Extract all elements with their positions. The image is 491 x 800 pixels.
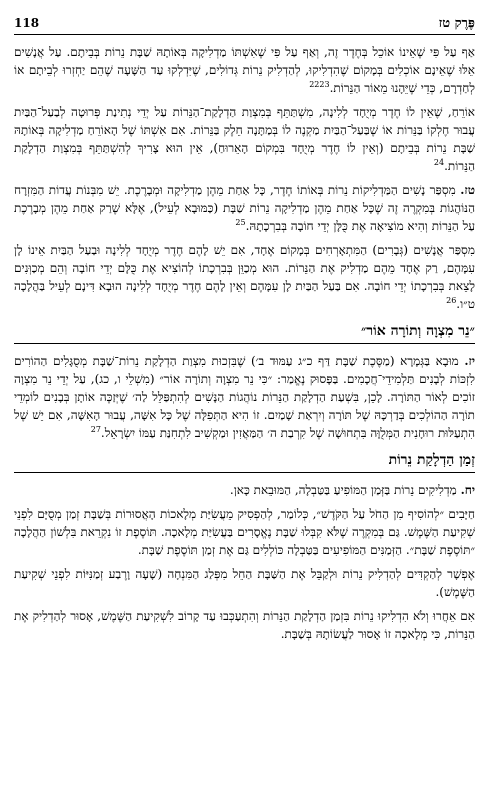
paragraph-text: אֶפְשָׁר לְהַקְדִּים לְהַדְלִיק נֵרוֹת וּלְקַבֵּל אֶת הַשַּׁבָּת הַחֵל מִפְּלַג הַמִּנְחָה (שָׁעָה וָרֶבַע זְמַנִּיּוֹת לִפְנֵי שְׁקִיעַת הַשֶּׁמֶשׁ). bbox=[14, 567, 475, 599]
paragraph bbox=[14, 505, 475, 559]
section-ner-mitzvah-paragraphs bbox=[14, 352, 475, 442]
paragraph bbox=[14, 43, 475, 97]
footnote-ref[interactable]: 26 bbox=[446, 296, 457, 305]
section-title-candle-time: זְמַן הַדְלָקַת נֵרוֹת bbox=[14, 452, 475, 473]
footnote-ref[interactable]: 27 bbox=[90, 425, 101, 434]
footnote-ref[interactable]: 24 bbox=[433, 158, 445, 167]
paragraph bbox=[14, 607, 475, 643]
paragraph-number: יח. bbox=[460, 483, 475, 497]
footnote-ref[interactable]: 25 bbox=[235, 218, 246, 227]
paragraph bbox=[14, 481, 475, 499]
footnote-ref[interactable]: 23 bbox=[319, 80, 330, 89]
footnote-ref[interactable]: 22 bbox=[309, 80, 320, 89]
paragraph bbox=[14, 181, 475, 235]
page-header bbox=[14, 12, 475, 35]
page-body bbox=[14, 43, 475, 643]
paragraph bbox=[14, 241, 475, 313]
section-candle-time-paragraphs bbox=[14, 481, 475, 643]
section-title-ner-mitzvah: ״נֵר מִצְוָה וְתוֹרָה אוֹר״ bbox=[14, 323, 475, 344]
chapter-title: פֶּרֶק טז bbox=[438, 16, 475, 31]
paragraph-text: חַיָּבִים ״לְהוֹסִיף מִן הַחֹל עַל הַקֹּדֶשׁ״, כְּלוֹמַר, לְהַפְסִיק מֵעֲשִׂיַּת מְלָאכוֹת הָאֲסוּרוֹת בְּשַׁבָּת זְמַן מְסֻיָּם לִפְנֵי שְׁקִיעַת הַשֶּׁמֶשׁ. גַּם בְּמִקְרֶה שֶׁלֹּא קִבְּלוּ שַׁבָּת נֶאֱסָרִים בַּעֲשִׂיַּת מְלָאכָה. תּוֹסֶפֶת זוֹ נִקְרֵאת בִּלְשׁוֹן הַהֲלָכָה ״תּוֹסֶפֶת שַׁבָּת״. הַזְּמַנִּים הַמּוֹפִיעִים בַּטַּבְלָה כּוֹלְלִים גַּם אֶת זְמַן תּוֹסֶפֶת שַׁבָּת. bbox=[14, 507, 475, 557]
page-number: 118 bbox=[14, 16, 40, 30]
paragraph-number: יז. bbox=[464, 354, 475, 368]
paragraph-text: מִסְפַּר אֲנָשִׁים (גְּבָרִים) הַמִּתְאָרְחִים בְּמָקוֹם אֶחָד, אִם יֵשׁ לָהֶם חֶדֶר מְיֻחָד לְלִינָה וּבַעַל הַבַּיִת אֵינוֹ לָן עִמָּהֶם, רַק אֶחָד מֵהֶם מַדְלִיק אֶת הַנֵּרוֹת. הוּא מְכַוֵּן בְּבִרְכָתוֹ לְהוֹצִיא אֶת כֻּלָּם יְדֵי חוֹבָה וְהֵם מְכַוְּנִים לָצֵאת בְּבִרְכָתוֹ יְדֵי חוֹבָה. אִם בַּעַל הַבַּיִת לָן עִמָּהֶם וְאֵין לָהֶם חֶדֶר מְיֻחָד לְלִינָה הוּבָא דִּינָם לְעֵיל בַּהֲלָכָה ט״ו. bbox=[14, 243, 475, 311]
paragraph-text: אַף עַל פִּי שֶׁאֵינוֹ אוֹכֵל בְּחֶדֶר זֶה, וְאַף עַל פִּי שֶׁאִשְׁתּוֹ מַדְלִיקָה בְּאוֹתָהּ שַׁבָּת נֵרוֹת בְּבֵיתָם. עַל אֲנָשִׁים אֵלּוּ שֶׁאֵינָם אוֹכְלִים בְּמָקוֹם שֶׁהִדְלִיקוּ, לְהַדְלִיק נֵרוֹת גְּדוֹלִים, שֶׁיִּדְלְקוּ עַד הַשָּׁעָה שֶׁהֵם יַחְזְרוּ לְבֵיתָם אוֹ לְחַדְרָם, כְּדֵי שֶׁיֵּהָנוּ מֵאוֹר הַנֵּרוֹת. bbox=[14, 45, 475, 95]
paragraph-number: טז. bbox=[460, 183, 476, 197]
paragraph bbox=[14, 103, 475, 175]
paragraph-text: אוֹרֵחַ, שֶׁאֵין לוֹ חֶדֶר מְיֻחָד לְלִינָה, מִשְׁתַּתֵּף בְּמִצְוַת הַדְלָקַת־הַנֵּרוֹת עַל יְדֵי נְתִינַת פְּרוּטָה לְבַעַל־הַבַּיִת עֲבוּר חֶלְקוֹ בַּנֵּרוֹת אוֹ שֶׁבַּעַל־הַבַּיִת מַקְנֶה לוֹ בְּמַתָּנָה חֵלֶק בַּנֵּרוֹת. אִם אִשְׁתּוֹ שֶׁל הָאוֹרֵחַ מַדְלִיקָה בְּאוֹתָהּ שַׁבָּת נֵרוֹת בְּבֵיתָם (וְאֵין לוֹ חֶדֶר מְיֻחָד בִּמְקוֹם הָאֵרוּחַ), אֵין הוּא צָרִיךְ לְהִשְׁתַּתֵּף בְּמִצְוַת הַדְלָקַת הַנֵּרוֹת. bbox=[14, 105, 475, 173]
paragraph-text: מִסְפַּר נָשִׁים הַמַּדְלִיקוֹת נֵרוֹת בְּאוֹתוֹ חֶדֶר, כָּל אַחַת מֵהֶן מַדְלִיקָה וּמְבָרֶכֶת. יֵשׁ מִבְּנוֹת עֲדוֹת הַמִּזְרָח הַנּוֹהֲגוֹת בְּמִקְרֶה זֶה שֶׁכָּל אַחַת מֵהֶן מַדְלִיקָה נֵרוֹת שַׁבָּת (כַּמּוּבָא לְעֵיל), אֶלָּא שֶׁרַק אַחַת מֵהֶן מְבָרֶכֶת עַל הַנֵּרוֹת וְהִיא מוֹצִיאָה אֶת כֻּלָּן יְדֵי חוֹבָה בְּבִרְכָתָהּ. bbox=[14, 183, 475, 233]
paragraph bbox=[14, 352, 475, 442]
paragraph-text: אִם אֵחֲרוּ וְלֹא הִדְלִיקוּ נֵרוֹת בִּזְמַן הַדְלָקַת הַנֵּרוֹת וְהִתְעַכְּבוּ עַד קָרוֹב לִשְׁקִיעַת הַשֶּׁמֶשׁ, אָסוּר לְהַדְלִיק אֶת הַנֵּרוֹת, כִּי מְלָאכָה זוֹ אָסוּר לַעֲשׂוֹתָהּ בְּשַׁבָּת. bbox=[14, 609, 475, 641]
paragraph-text: מַדְלִיקִים נֵרוֹת בַּזְּמַן הַמּוֹפִיעַ בַּטַּבְלָה, הַמּוּבֵאת כָּאן. bbox=[229, 483, 457, 497]
paragraph bbox=[14, 565, 475, 601]
paragraph-text: מוּבָא בַּגְּמָרָא (מַסֶּכֶת שַׁבָּת דַּף כ״ג עַמּוּד ב׳) שֶׁבִּזְכוּת מִצְוַת הַדְלָקַת נֵרוֹת־שַׁבָּת מְסֻגָּלִים הַהוֹרִים לִזְכּוֹת לְבָנִים תַּלְמִידֵי־חֲכָמִים. בַּפָּסוּק נֶאֱמַר: ״כִּי נֵר מִצְוָה וְתוֹרָה אוֹר״ (מִשְׁלֵי ו, כג), עַל יְדֵי נֵר מִצְוָה זוֹכִים לְאוֹר הַתּוֹרָה. לָכֵן, בִּשְׁעַת הַדְלָקַת הַנֵּרוֹת נוֹהֲגוֹת הַנָּשִׁים לְהִתְפַּלֵּל לַה׳ שֶׁיְּזַכֶּה אוֹתָן בְּבָנִים לוֹמְדֵי תוֹרָה הַהוֹלְכִים בְּדַרְכָּהּ שֶׁל תּוֹרָה וְיִרְאַת שָׁמַיִם. זוֹ הִיא הַתְּפִלָּה שֶׁל כָּל אִשָּׁה, עֲבוּר הָאִשָּׁה, אִם יֵשׁ שֶׁל הִתְעַלּוּת רוּחָנִית הַמְּלֻוָּה בִּתְחוּשָׁה שֶׁל קִרְבַת ה׳ הַמַּאֲזִין וּמַקְשִׁיב לִתְחִנַּת עַמּוֹ יִשְׂרָאֵל. bbox=[14, 354, 475, 440]
intro-paragraphs bbox=[14, 43, 475, 313]
